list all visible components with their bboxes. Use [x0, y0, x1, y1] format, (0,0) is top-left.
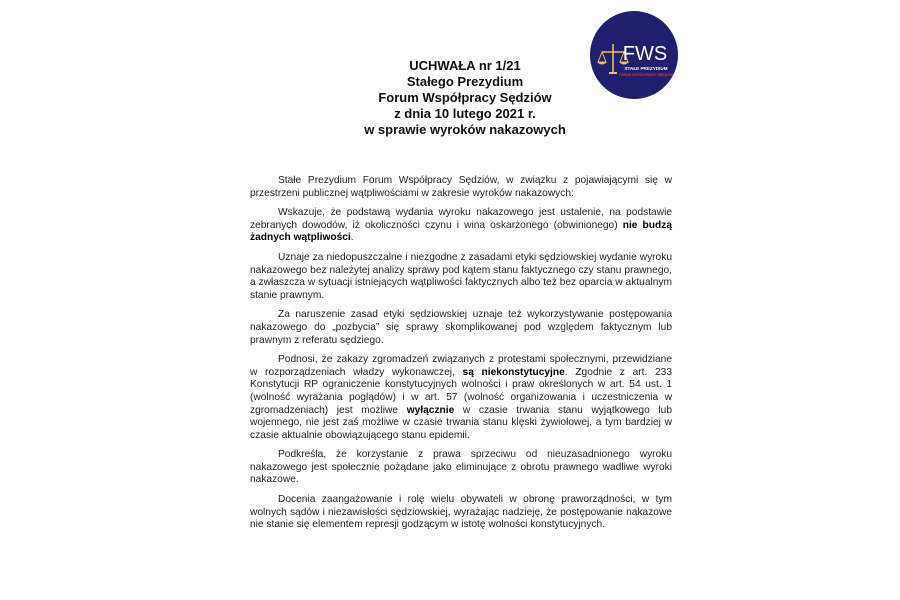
bold-run: nie budzą żadnych wątpliwości [250, 219, 672, 244]
text-run: w czasie trwania stanu wyjątkowego lub wojennego, nie jest zaś możliwe w czasie trwania stanu klęski żywiołowej, a tym bardziej w czasie aktualnie obowiązującego stanu epidemii. [250, 404, 672, 441]
title-line-5: w sprawie wyroków nakazowych [364, 122, 566, 137]
title-line-1: UCHWAŁA nr 1/21 [409, 58, 521, 73]
bold-run: są niekonstytucyjne [462, 366, 565, 378]
logo-subtitle-1: STAŁE PREZYDIUM [624, 66, 668, 71]
logo-text: FWS [622, 43, 668, 65]
logo-subtitle-2: FORUM WSPÓŁPRACY SĘDZIÓW [618, 73, 674, 77]
text-run: Wskazuje, że podstawą wydania wyroku nakazowego jest ustalenie, na podstawie zebranych dowodów, iż okoliczności czynu i wina oskarżonego (obwinionego) [250, 207, 672, 231]
resolution-title [300, 58, 630, 138]
title-line-3: Forum Współpracy Sędziów [378, 90, 552, 105]
paragraph-considers-inadmissible: Uznaje za niedopuszczalne i niezgodne z zasadami etyki sędziowskiej wydanie wyroku nakazowego bez należytej analizy sprawy pod kątem stanu faktycznego czy stanu prawnego, a zwłaszcza w sytuacji istniejących wątpliwości faktycznych albo też bez oparcia w aktualnym stanie prawnym. [250, 251, 672, 301]
paragraph-right-to-object: Podkreśla, że korzystanie z prawa sprzeciwu od nieuzasadnionego wyroku nakazowego jest społecznie pożądane jako eliminujące z obrotu prawnego wadliwe wyroki nakazowe. [250, 449, 672, 486]
text-run: Podnosi, że zakazy zgromadzeń związanych z protestami społecznymi, przewidziane w rozporządzeniach władzy wykonawczej, [250, 354, 672, 378]
title-line-2: Stałego Prezydium [406, 74, 524, 89]
paragraph-assembly-bans [250, 354, 672, 442]
resolution-body [250, 175, 672, 539]
bold-run: wyłącznie [406, 404, 455, 416]
paragraph-ethics-violation: Za naruszenie zasad etyki sędziowskiej uznaje też wykorzystywanie postępowania nakazowego do „pozbycia” się sprawy skomplikowanej pod względem faktycznym lub prawnym z referatu sędziego. [250, 309, 672, 346]
paragraph-indicates [250, 207, 672, 245]
text-run: . [350, 232, 354, 244]
paragraph-intro: Stałe Prezydium Forum Współpracy Sędziów, w związku z pojawiającymi się w przestrzeni publicznej wątpliwościami w zakresie wyroków nakazowych: [250, 175, 672, 199]
title-line-4: z dnia 10 lutego 2021 r. [394, 106, 536, 121]
text-run: . Zgodnie z art. 233 Konstytucji RP ograniczenie konstytucyjnych wolności i praw określonych w art. 54 ust. 1 (wolność wyrażania poglądów) i w art. 57 (wolność organizowania i uczestniczenia w zgromadzeniach) jest możliwe [250, 366, 672, 416]
paragraph-appreciation: Docenia zaangażowanie i rolę wielu obywateli w obronę praworządności, w tym wolnych sądów i niezawisłości sędziowskiej, wyrażając nadzieję, że postępowanie nakazowe nie stanie się elementem represji godzącym w istotę wolności konstytucyjnych. [250, 494, 672, 531]
